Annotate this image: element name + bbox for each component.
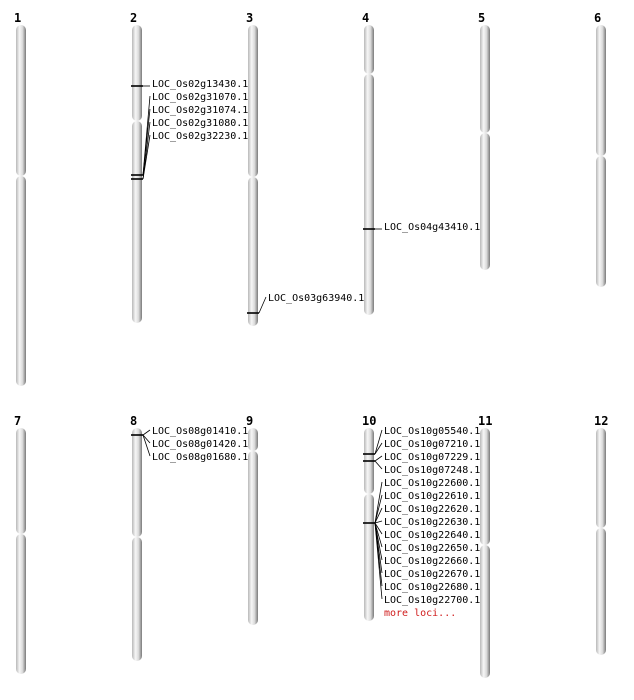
chromosome-arm — [596, 25, 606, 156]
chromosome-arm — [364, 74, 374, 315]
locus-connector — [375, 482, 382, 523]
chromosome-8 — [130, 414, 143, 661]
chromosome-label: 4 — [362, 11, 370, 25]
chromosome-arm — [16, 176, 26, 386]
locus-label: LOC_Os02g31070.1 — [152, 92, 249, 103]
locus-label: LOC_Os10g22600.1 — [384, 478, 481, 489]
chromosome-7 — [14, 414, 26, 674]
locus-connector — [259, 297, 266, 313]
chromosome-arm — [132, 25, 142, 121]
chromosome-10 — [362, 414, 376, 621]
chromosome-label: 1 — [14, 11, 22, 25]
chromosome-label: 8 — [130, 414, 138, 428]
locus-connector — [375, 456, 382, 461]
chromosome-arm — [16, 428, 26, 534]
locus-label: LOC_Os02g31080.1 — [152, 118, 249, 129]
chromosome-arm — [248, 428, 258, 451]
chromosome-arm — [248, 451, 258, 625]
locus-label: LOC_Os02g31074.1 — [152, 105, 249, 116]
chromosome-6 — [594, 11, 606, 287]
chromosome-arm — [248, 177, 258, 326]
locus-label: LOC_Os10g22670.1 — [384, 569, 481, 580]
chromosome-3 — [246, 11, 259, 326]
locus-connector — [375, 430, 382, 454]
locus-label: LOC_Os10g07248.1 — [384, 465, 481, 476]
chromosome-arm — [132, 537, 142, 661]
locus-label: LOC_Os10g22630.1 — [384, 517, 481, 528]
locus-label: LOC_Os10g22660.1 — [384, 556, 481, 567]
locus-connector — [375, 461, 382, 469]
locus-label: LOC_Os08g01680.1 — [152, 452, 249, 463]
chromosome-arm — [16, 25, 26, 176]
chromosome-label: 7 — [14, 414, 22, 428]
locus-label: LOC_Os10g07229.1 — [384, 452, 481, 463]
chromosome-label: 2 — [130, 11, 138, 25]
chromosome-arm — [480, 25, 490, 133]
locus-label: LOC_Os04g43410.1 — [384, 222, 481, 233]
locus-label: LOC_Os10g22680.1 — [384, 582, 481, 593]
locus-label: LOC_Os10g22610.1 — [384, 491, 481, 502]
chromosome-label: 5 — [478, 11, 486, 25]
chromosome-label: 12 — [594, 414, 609, 428]
chromosome-arm — [132, 428, 142, 537]
chromosome-label: 3 — [246, 11, 254, 25]
chromosome-label: 6 — [594, 11, 602, 25]
locus-label: LOC_Os10g22640.1 — [384, 530, 481, 541]
locus-label: LOC_Os10g07210.1 — [384, 439, 481, 450]
locus-label: LOC_Os02g13430.1 — [152, 79, 249, 90]
chromosome-arm — [248, 25, 258, 177]
chromosome-2 — [130, 11, 143, 323]
locus-connector — [375, 495, 382, 523]
chromosome-label: 11 — [478, 414, 493, 428]
chromosome-arm — [480, 428, 490, 545]
more-loci-link[interactable]: more loci... — [384, 608, 457, 619]
locus-connector — [143, 435, 150, 456]
chromosome-4 — [362, 11, 375, 315]
chromosome-arm — [16, 534, 26, 674]
chromosome-arm — [596, 428, 606, 528]
chromosome-arm — [480, 545, 490, 678]
chromosome-arm — [596, 156, 606, 287]
locus-label: LOC_Os08g01420.1 — [152, 439, 249, 450]
locus-label: LOC_Os10g22620.1 — [384, 504, 481, 515]
chromosome-12 — [594, 414, 608, 655]
chromosome-arm — [132, 121, 142, 323]
locus-label: LOC_Os08g01410.1 — [152, 426, 249, 437]
locus-connector — [143, 430, 150, 435]
chromosome-1 — [14, 11, 26, 386]
locus-connector — [375, 443, 382, 454]
chromosome-arm — [596, 528, 606, 655]
locus-label: LOC_Os10g22650.1 — [384, 543, 481, 554]
chromosome-arm — [364, 494, 374, 621]
locus-label: LOC_Os10g22700.1 — [384, 595, 481, 606]
locus-label: LOC_Os03g63940.1 — [268, 293, 365, 304]
chromosome-label: 9 — [246, 414, 254, 428]
locus-label: LOC_Os10g05540.1 — [384, 426, 481, 437]
chromosome-arm — [480, 133, 490, 270]
chromosome-label: 10 — [362, 414, 377, 428]
chromosome-arm — [364, 25, 374, 74]
locus-label: LOC_Os02g32230.1 — [152, 131, 249, 142]
